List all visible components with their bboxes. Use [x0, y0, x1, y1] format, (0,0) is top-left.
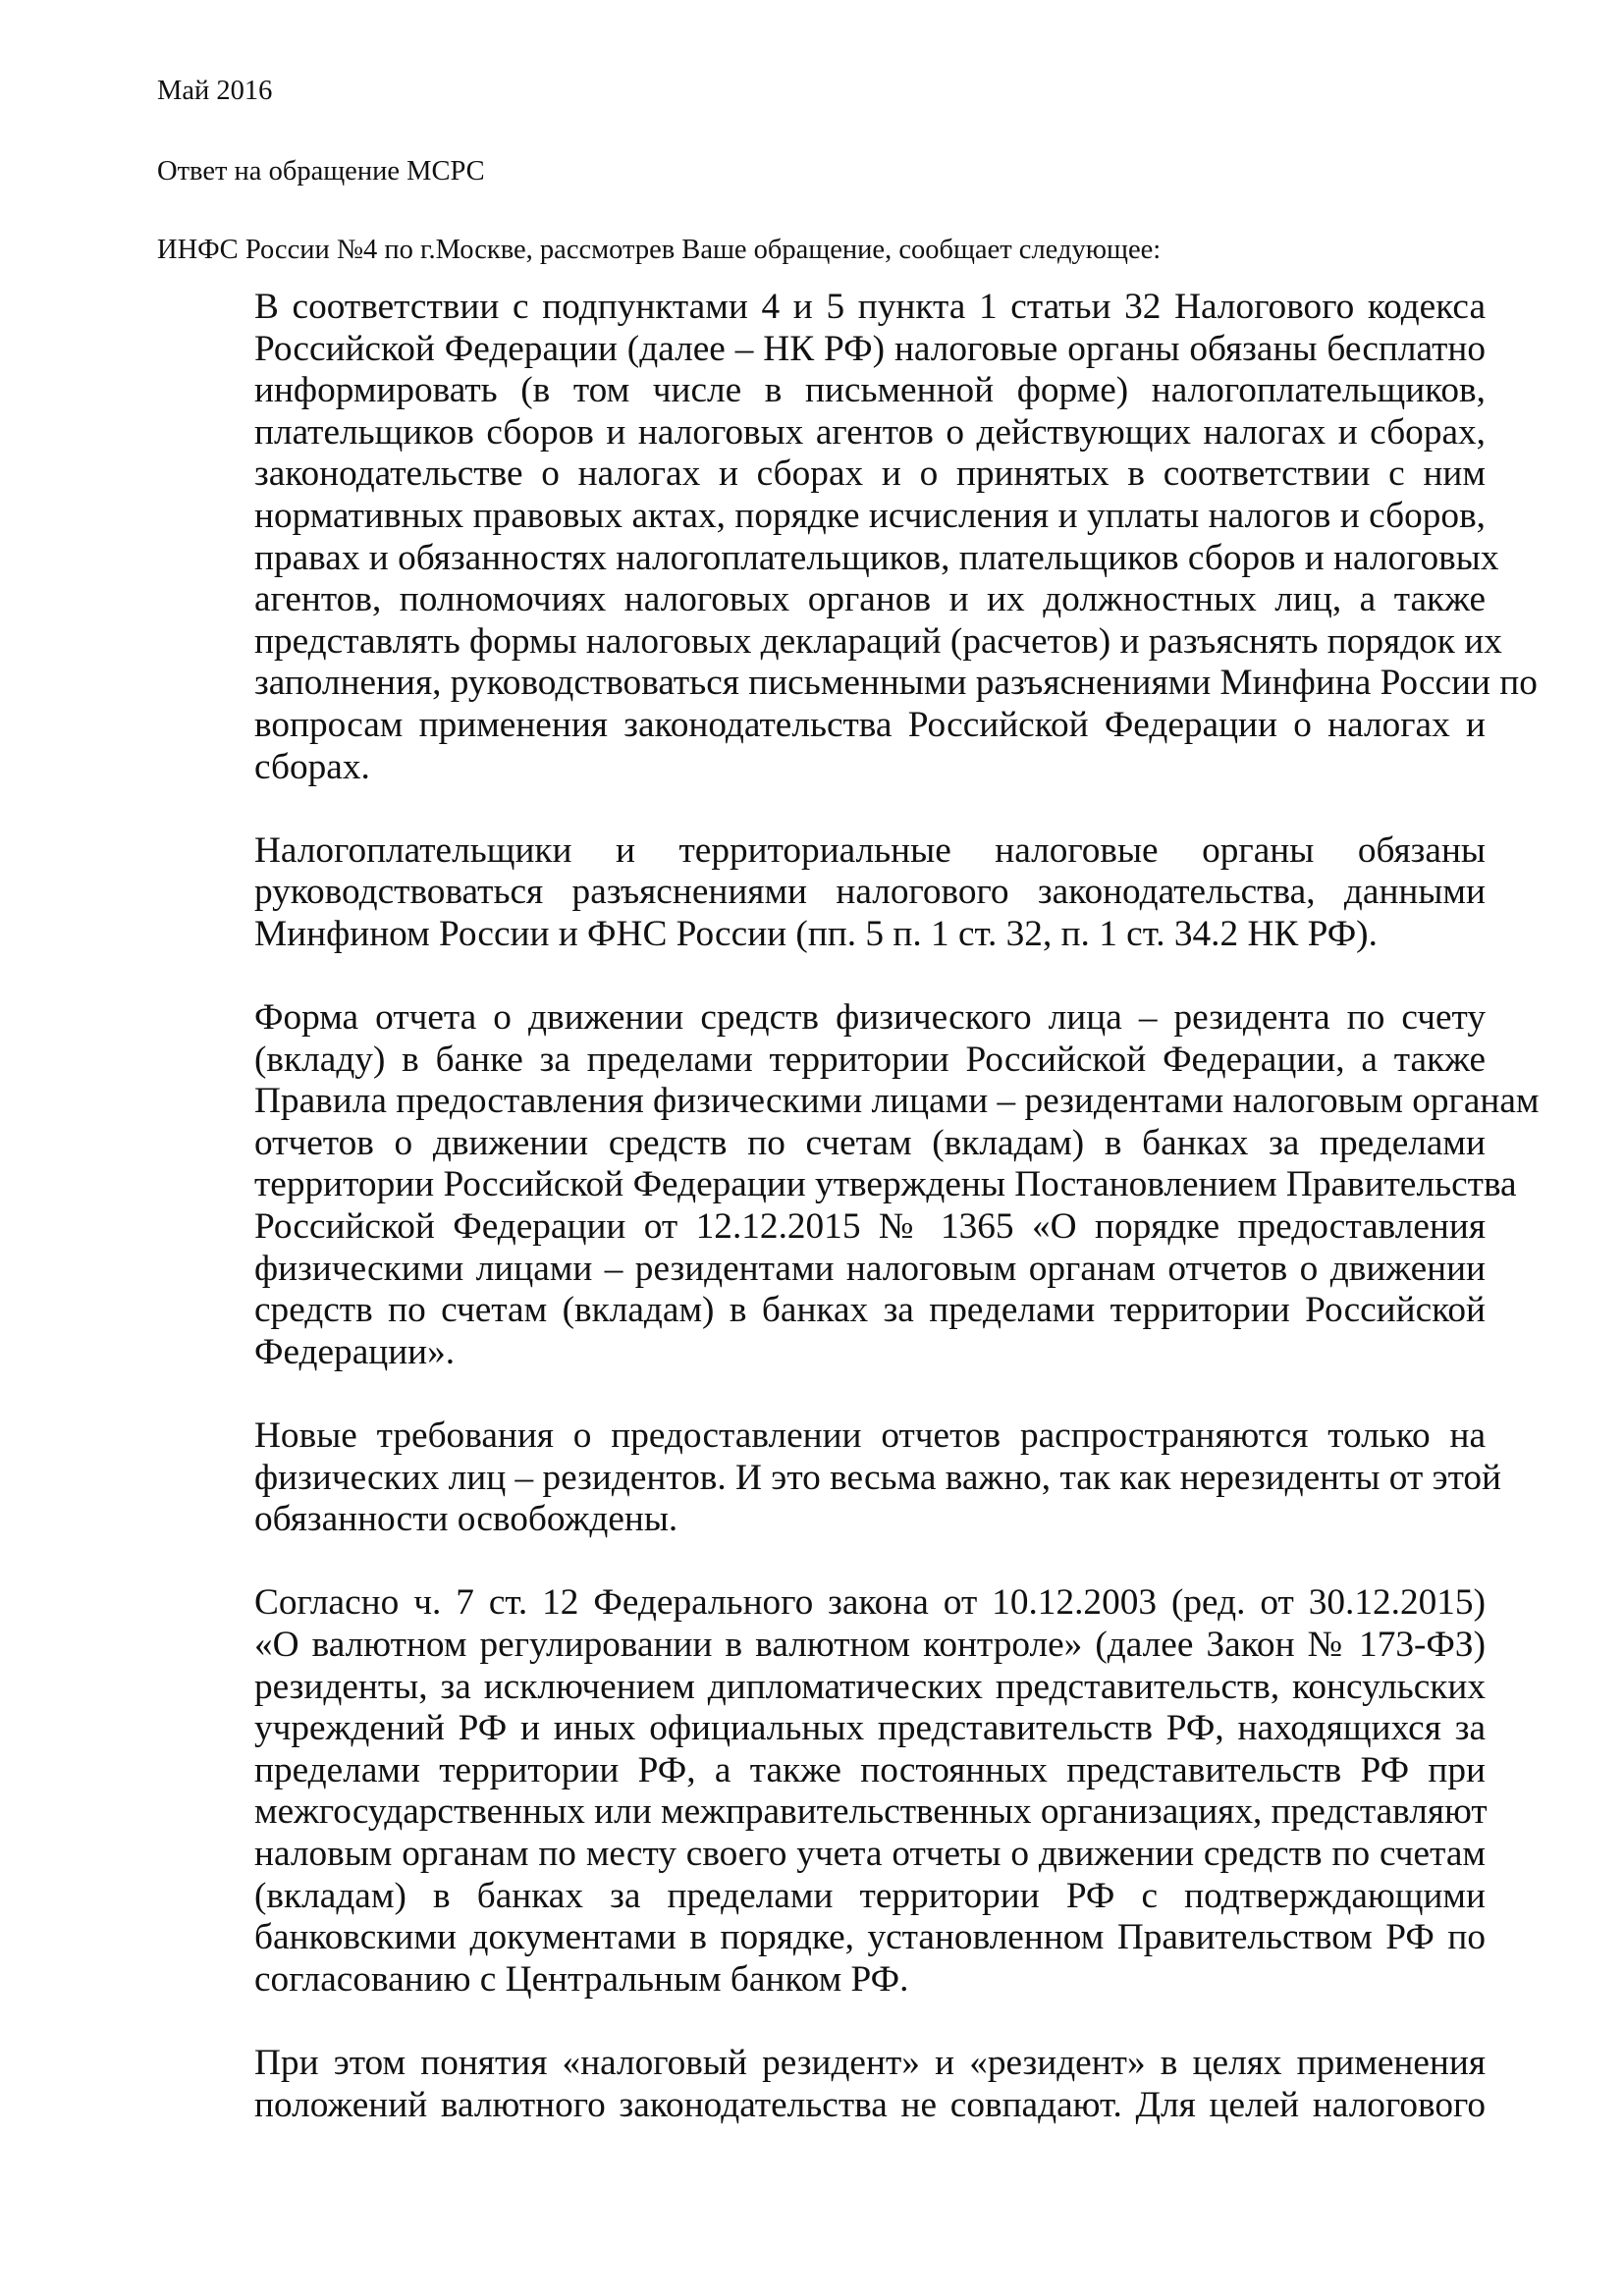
text-line: нормативных правовых актах, порядке исчисления и уплаты налогов и сборов, — [254, 495, 1486, 536]
text-line: Российской Федерации от 12.12.2015 № 1365 «О порядке предоставления — [254, 1206, 1486, 1248]
text-line: сборах. — [254, 746, 370, 787]
text-line: Налогоплательщики и территориальные налоговые органы обязаны — [254, 829, 1486, 871]
paragraph-tax-code-obligations — [157, 287, 1538, 788]
text-line: представлять формы налоговых деклараций (расчетов) и разъяснять порядок их — [254, 620, 1502, 662]
text-line: При этом понятия «налоговый резидент» и «резидент» в целях применения — [254, 2042, 1486, 2083]
text-line: положений валютного законодательства не совпадают. Для целей налогового — [254, 2084, 1486, 2125]
paragraph-new-requirements — [157, 1415, 1502, 1541]
text-line: банковскими документами в порядке, установленном Правительством РФ по — [254, 1917, 1486, 1958]
paragraph-report-form — [157, 997, 1540, 1373]
text-line: В соответствии с подпунктами 4 и 5 пункта 1 статьи 32 Налогового кодекса — [254, 287, 1486, 327]
text-line: межгосударственных или межправительственных организациях, представляют — [254, 1791, 1488, 1833]
letter-subject: Ответ на обращение МСРС — [157, 156, 485, 187]
letter-body — [157, 287, 1540, 2126]
paragraph-currency-law — [157, 1582, 1486, 2001]
text-line: законодательстве о налогах и сборах и о принятых в соответствии с ним — [254, 454, 1486, 495]
paragraph-resident-concepts — [157, 2043, 1486, 2126]
text-line: правах и обязанностях налогоплательщиков, плательщиков сборов и налоговых — [254, 537, 1499, 578]
text-line: Правила предоставления физическими лицами – резидентами налоговым органам — [254, 1081, 1540, 1122]
text-line: Федерации». — [254, 1331, 456, 1372]
text-line: физических лиц – резидентов. И это весьма важно, так как нерезиденты от этой — [254, 1457, 1502, 1498]
text-line: средств по счетам (вкладам) в банках за пределами территории Российской — [254, 1290, 1486, 1331]
text-line: пределами территории РФ, а также постоянных представительств РФ при — [254, 1749, 1486, 1790]
text-line: резиденты, за исключением дипломатических представительств, консульских — [254, 1666, 1486, 1707]
text-line: руководствоваться разъяснениями налогового законодательства, данными — [254, 872, 1486, 913]
text-line: (вкладу) в банке за пределами территории Российской Федерации, а также — [254, 1039, 1486, 1080]
text-line: заполнения, руководствоваться письменными разъяснениями Минфина России по — [254, 663, 1538, 704]
text-line: (вкладам) в банках за пределами территории РФ с подтверждающими — [254, 1875, 1486, 1916]
text-line: информировать (в том числе в письменной форме) налогоплательщиков, — [254, 370, 1486, 411]
letter-intro: ИНФС России №4 по г.Москве, рассмотрев Ваше обращение, сообщает следующее: — [157, 235, 1162, 265]
text-line: Согласно ч. 7 ст. 12 Федерального закона от 10.12.2003 (ред. от 30.12.2015) — [254, 1582, 1486, 1624]
text-line: физическими лицами – резидентами налоговым органам отчетов о движении — [254, 1248, 1486, 1289]
text-line: территории Российской Федерации утверждены Постановлением Правительства — [254, 1164, 1517, 1205]
text-line: отчетов о движении средств по счетам (вкладам) в банках за пределами — [254, 1122, 1486, 1163]
text-line: Минфином России и ФНС России (пп. 5 п. 1 ст. 32, п. 1 ст. 34.2 НК РФ). — [254, 913, 1378, 954]
text-line: вопросам применения законодательства Российской Федерации о налогах и — [254, 704, 1486, 745]
text-line: Форма отчета о движении средств физического лица – резидента по счету — [254, 997, 1486, 1039]
text-line: агентов, полномочиях налоговых органов и их должностных лиц, а также — [254, 579, 1486, 620]
text-line: «О валютном регулировании в валютном контроле» (далее Закон № 173-ФЗ) — [254, 1625, 1486, 1665]
text-line: плательщиков сборов и налоговых агентов о действующих налогах и сборах, — [254, 411, 1486, 453]
text-line: согласованию с Центральным банком РФ. — [254, 1958, 909, 2000]
text-line: наловым органам по месту своего учета отчеты о движении средств по счетам — [254, 1833, 1486, 1874]
text-line: Российской Федерации (далее – НК РФ) налоговые органы обязаны бесплатно — [254, 328, 1486, 369]
paragraph-clarifications — [157, 830, 1486, 956]
letter-date: Май 2016 — [157, 76, 273, 106]
text-line: учреждений РФ и иных официальных представительств РФ, находящихся за — [254, 1708, 1486, 1749]
text-line: Новые требования о предоставлении отчетов распространяются только на — [254, 1415, 1486, 1457]
text-line: обязанности освобождены. — [254, 1499, 678, 1540]
